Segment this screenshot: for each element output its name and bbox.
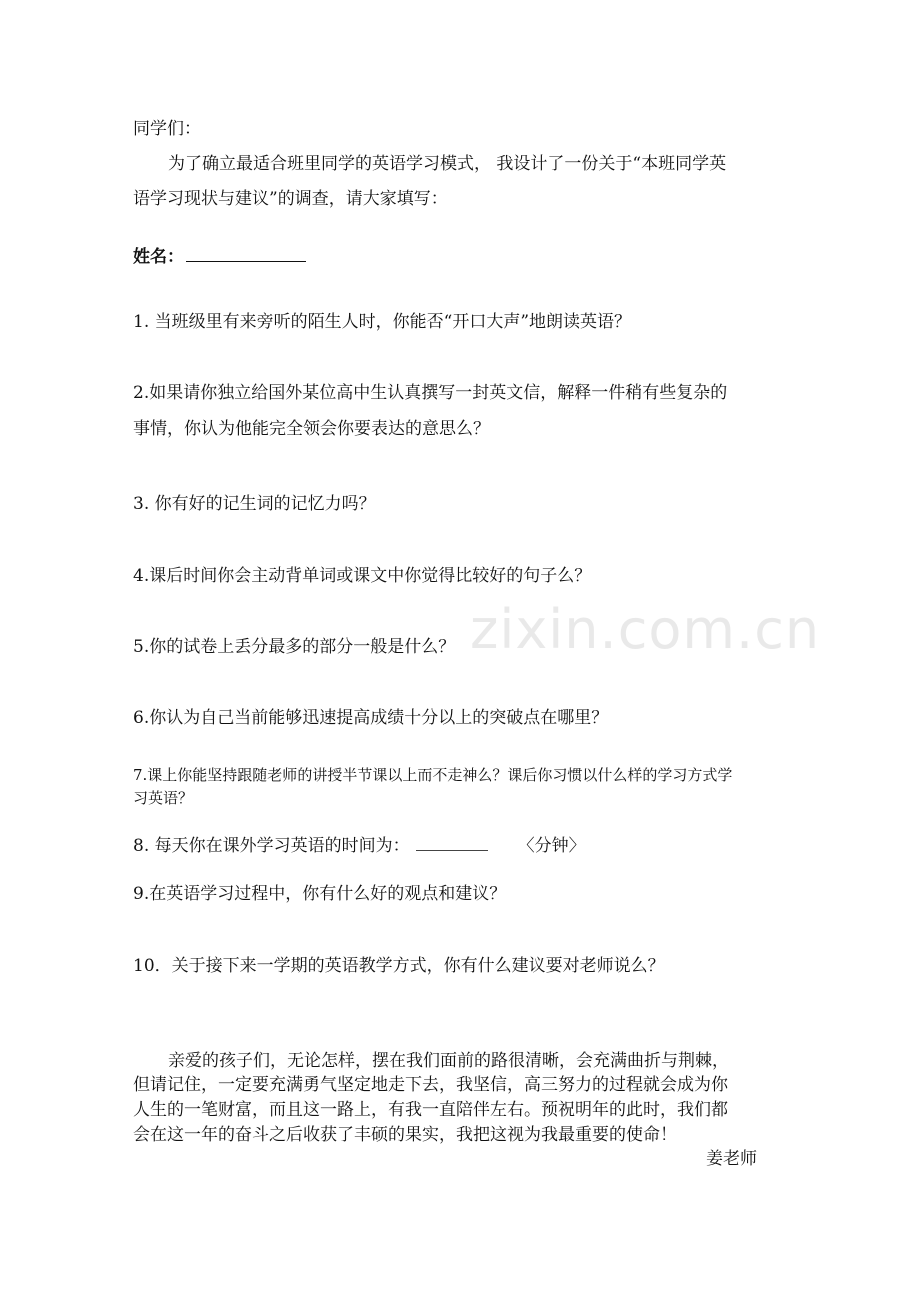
intro-line-1: 为了确立最适合班里同学的英语学习模式， 我设计了一份关于“本班同学英 [168, 154, 727, 174]
question-8-text: 8. 每天你在课外学习英语的时间为： [133, 836, 410, 856]
question-5: 5.你的试卷上丢分最多的部分一般是什么？ [133, 637, 456, 657]
question-2-line-2: 事情，你认为他能完全领会你要表达的意思么？ [133, 419, 490, 439]
question-2-line-1: 2.如果请你独立给国外某位高中生认真撰写一封英文信，解释一件稍有些复杂的 [133, 383, 728, 403]
closing-line-1: 亲爱的孩子们，无论怎样，摆在我们面前的路很清晰，会充满曲折与荆棘， [168, 1051, 729, 1071]
question-7-line-1: 7.课上你能坚持跟随老师的讲授半节课以上而不走神么？课后你习惯以什么样的学习方式学 [133, 766, 733, 784]
closing-line-3: 人生的一笔财富，而且这一路上，有我一直陪伴左右。预祝明年的此时，我们都 [133, 1100, 728, 1120]
signature: 姜老师 [706, 1149, 757, 1169]
question-7-line-2: 习英语？ [133, 789, 194, 807]
name-label: 姓名： [133, 247, 184, 267]
closing-line-2: 但请记住，一定要充满勇气坚定地走下去，我坚信，高三努力的过程就会成为你 [133, 1075, 728, 1095]
greeting: 同学们： [133, 119, 201, 139]
name-blank[interactable] [186, 245, 306, 262]
question-3: 3. 你有好的记生词的记忆力吗？ [133, 494, 376, 514]
minutes-blank[interactable] [416, 834, 488, 851]
question-10: 10．关于接下来一学期的英语教学方式，你有什么建议要对老师说么？ [133, 956, 665, 976]
question-4: 4.课后时间你会主动背单词或课文中你觉得比较好的句子么？ [133, 566, 592, 586]
question-6: 6.你认为自己当前能够迅速提高成绩十分以上的突破点在哪里？ [133, 708, 609, 728]
question-8 [133, 834, 586, 857]
question-1: 1. 当班级里有来旁听的陌生人时，你能否“开口大声”地朗读英语？ [133, 312, 632, 332]
closing-line-4: 会在这一年的奋斗之后收获了丰硕的果实，我把这视为我最重要的使命！ [133, 1125, 677, 1145]
question-8-unit: 〈分钟〉 [517, 836, 586, 856]
intro-line-2: 语学习现状与建议”的调查，请大家填写： [133, 189, 448, 209]
watermark: zixin.com.cn [470, 598, 821, 661]
question-9: 9.在英语学习过程中，你有什么好的观点和建议？ [133, 884, 507, 904]
name-field-row [133, 245, 306, 268]
